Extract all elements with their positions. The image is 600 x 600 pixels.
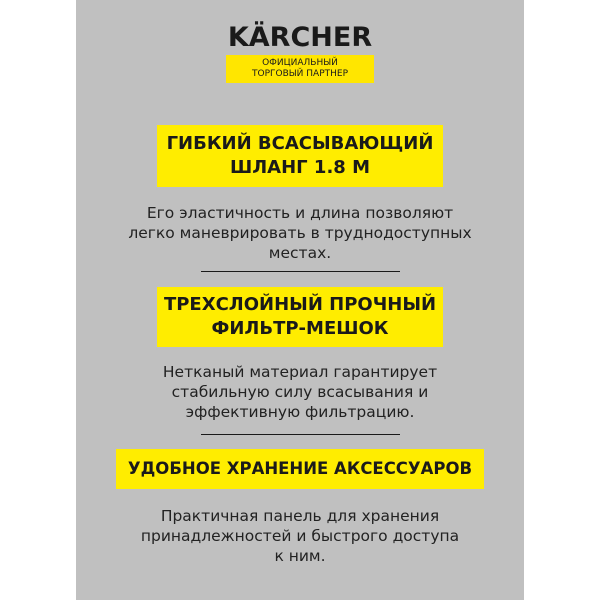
feature-desc-line: эффективную фильтрацию. — [185, 403, 415, 421]
feature-desc-accessory-storage — [76, 506, 524, 566]
feature-desc-line: принадлежностей и быстрого доступа — [140, 527, 460, 545]
section-divider — [201, 434, 400, 435]
feature-desc-line: Его эластичность и длина позволяют — [146, 204, 454, 222]
feature-title-hose — [157, 125, 443, 187]
brand-logo: KÄRCHER — [227, 22, 373, 53]
feature-title-line: ШЛАНГ 1.8 М — [230, 157, 370, 178]
feature-desc-line: Нетканый материал гарантирует — [162, 363, 438, 381]
feature-desc-line: к ним. — [274, 547, 326, 565]
feature-title-accessory-storage — [116, 449, 484, 489]
feature-desc-filter-bag — [76, 362, 524, 422]
feature-title-line: ТРЕХСЛОЙНЫЙ ПРОЧНЫЙ — [163, 294, 437, 315]
partner-badge-line2: ТОРГОВЫЙ ПАРТНЕР — [251, 69, 349, 79]
feature-desc-line: легко маневрировать в труднодоступных — [128, 224, 472, 242]
feature-title-line: ГИБКИЙ ВСАСЫВАЮЩИЙ — [166, 133, 434, 154]
partner-badge-line1: ОФИЦИАЛЬНЫЙ — [262, 58, 338, 68]
feature-desc-line: Практичная панель для хранения — [160, 507, 440, 525]
feature-title-line: ФИЛЬТР-МЕШОК — [211, 318, 389, 339]
feature-title-line: УДОБНОЕ ХРАНЕНИЕ АКСЕССУАРОВ — [127, 459, 473, 478]
section-divider — [201, 271, 400, 272]
feature-desc-line: местах. — [268, 244, 332, 262]
feature-title-filter-bag — [157, 287, 443, 347]
partner-badge — [226, 55, 374, 83]
feature-desc-hose — [76, 203, 524, 263]
feature-desc-line: стабильную силу всасывания и — [171, 383, 429, 401]
